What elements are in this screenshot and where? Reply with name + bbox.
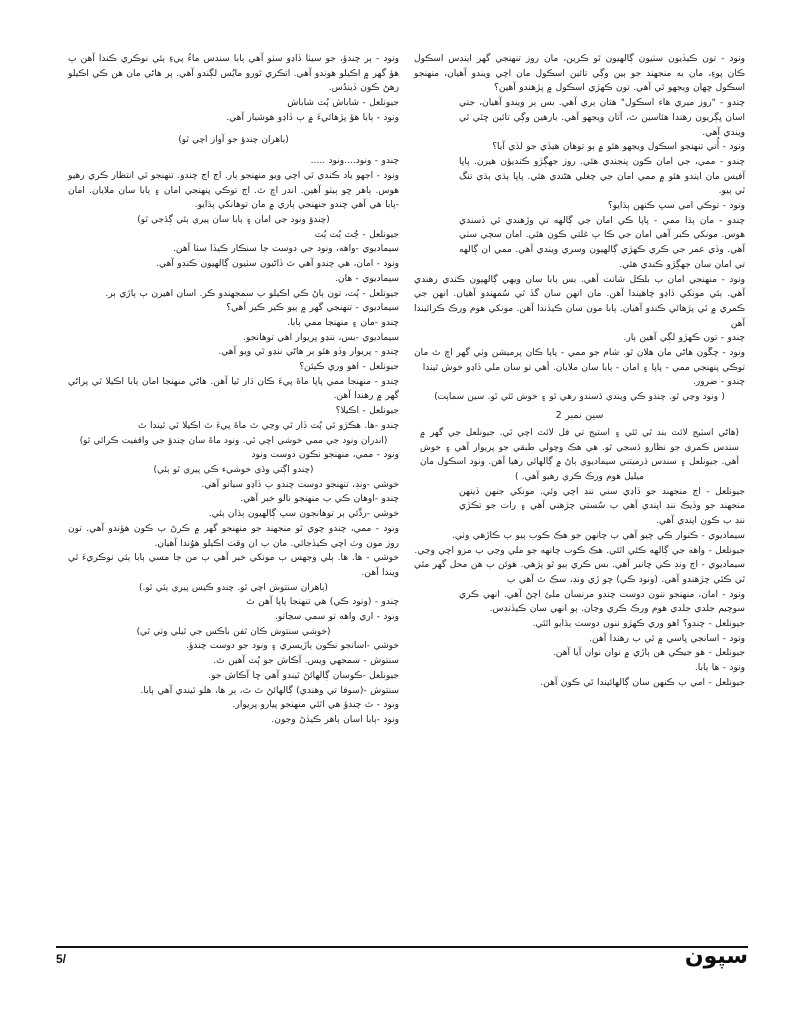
dialogue-line: چندو -اوهان ڪي ٻ منهنجو نالو خبر آهي. bbox=[240, 494, 399, 505]
page-folio-number: 5/ bbox=[56, 952, 67, 966]
dialogue-line: چندو - ونود....ونود ..... bbox=[310, 156, 399, 167]
stage-direction: (ٻاهران سنتوش اچي ٿو. چندو ڪيس پيري ٻئي ٿو.) bbox=[139, 582, 328, 593]
dialogue-line: ونود - ٿ چندؤ هي اٿئي منهنجو پيارو پريوار. bbox=[232, 700, 399, 711]
dialogue-line: ونود - اجهو ياد ڪندي ٿي اچي ويو منهنجو ٻار. اڄ اڄ چندو. تنهنجو ٿي انتظار ڪري رهيو هوس. ٻاهر ڇو ٻيٺو آهين. اندر اچ ٿ. اڄ توڪي پنهنجي امان ۽ ٻابا سان ملايان. امان -ٻابا هي آهي چندو جنهنجي ٻاري ۾ مان توهانکي ٻڌايو. bbox=[68, 170, 399, 211]
dialogue-line: ونود - ممي، چندو چوي ٿو منجهند جو منهنجو گهر ۾ ڪرڻ ٻ ڪون هؤندو آهي. تون روز مون وٽ اچي ڪيڏجائي. مان ٻ ان وقت اڪيلو هوُندا آهيان. bbox=[68, 523, 399, 549]
dialogue-line: ونود - امان، هي چندو آهي ٿ ڏاڻيون سٺيون ڳالهيون ڪنڊو آهي. bbox=[156, 259, 399, 270]
dialogue-line: سيمادیوي -واهه، ونود جي دوست جا سنڪار ڪيڏا سٺا آهن. bbox=[173, 244, 399, 255]
stage-direction: (اندران ونود جي ممي خوشي اچي ٿي. ونود ماةَ سان چندؤ جي واقفيت ڪرائي ٿو) bbox=[79, 435, 388, 446]
dialogue-line: جيونلعل - شاباش ٻُٽ شاباش bbox=[287, 98, 399, 109]
dialogue-line: چندو - پريوار وڏو هئو ٻر هاڻي ننڍو ٿي ويو آهي. bbox=[218, 347, 399, 358]
dialogue-line: خوشي -اسانجو نڪون ٻاڙيسري ۽ ونود جو دوست چندؤ. bbox=[186, 641, 399, 652]
stage-direction: (خوشي سنتوش ڪان ٿفن باڪس جي ٿيلي وٺي ٿي) bbox=[136, 626, 331, 637]
dialogue-line: چندو - (ونود ڪي) هي تنهنجا پاپا آهن ٿ bbox=[246, 597, 399, 608]
dialogue-line: جيونلعل - ٻُٽ، تون ٻاڻ ڪي اڪيلو ٻ سمجهندو ڪر. اسان اهيرن ٻ ٻاڙي ٻر. bbox=[105, 288, 399, 299]
dialogue-line: چندو -ها. هڪڙو ٿي ٻُٽ ڏار ٿي وڃي ٿ ماةَ پيءَ ٿ اڪيلا ٿي ٿيندا ٿ bbox=[138, 420, 399, 431]
dialogue-line: خوشي -ونڊ، تنهنجو دوست چندو ٻ ڏاڍو سيانو آهي. bbox=[201, 479, 399, 490]
dialogue-line: ونود - توڪي امي سڀ ڪنهن ٻڌايو؟ bbox=[607, 201, 745, 212]
dialogue-line: چندو -مان ۽ منهنجا ممي ٻابا. bbox=[287, 317, 399, 328]
dialogue-line: سيمادیوي - اڄ ونڊ ڪي چانير آهي. بس ڪري ٻيو ٿو پڙهي. هوئن ٻ هن محل گهر مٿي ٿي ڪٿي چڙهندو آهي. (ونود ڪي) چو ڙي ونڊ، سڪ ٿ آهي ٻ bbox=[414, 560, 745, 585]
dialogue-line: سنتوش -(سوفا تي وهندي) ڳالهائڻ ٿ ٿ، ٻر ها، هلو ٿيندي آهي ٻابا. bbox=[140, 685, 399, 696]
dialogue-line: ونود - اري واهه تو سمي سڃاتو. bbox=[275, 612, 399, 623]
dialogue-line: ونود - چڱون هاڻي مان هلان ٿو. شام جو ممي - پاپا ڪان پرميشن وٺي گهر اچ ٿ مان توڪي پنهنجي ممي - پاپا ۽ امان - ٻابا سان ملايان. أهي تو سان ملي ڏاڍو خوش ٿيندا bbox=[414, 348, 745, 373]
dialogue-line: ونود - ٻر چندؤ، جو سيٺا ڏاڍو سٺو آهي ٻابا سندس ماءُ پيءِ ٻئي نوڪري ڪندا آهن ٻ هؤ گهر ۾ اڪيلو هوندو آهي. اتڪري ٿورو مايُس لڳندو آهي. ٻر هاڻي مان هن ڪي اڪيلو رهڻ ڪون ڏيندُس. bbox=[68, 54, 399, 94]
dialogue-line: جيونلعل - امي ٻ ڪنهن سان ڳالهائيندا ٿي ڪون آهن. bbox=[540, 677, 745, 688]
dialogue-line: جيونلعل - اڪيلا؟ bbox=[335, 406, 399, 417]
dialogue-line: ونود - ٻابا هؤ پڙهائيءَ ۾ ٻ ڏاڍو هوشيار آهي. bbox=[226, 112, 399, 123]
dialogue-line: سيمادیوي -بس، ننڍو پريوار اهي توهانجو. bbox=[243, 332, 399, 343]
dialogue-line: ونود - ممي، منهنجو نڪون دوست ونود bbox=[251, 450, 399, 461]
dialogue-line: جيونلعل - اهو وري ڪيئن؟ bbox=[299, 362, 399, 373]
stage-direction: (چندو اڳتي وڏي خوشيء ڪي پيري ٿو ٻئي) bbox=[153, 464, 314, 475]
dialogue-line: ونود -ٻابا اسان ٻاهر ڪيڏڻ وجون. bbox=[271, 714, 399, 725]
dialogue-line: ونود - منهنجي امان ٻ بلڪل شانت آهي. بس ٻابا سان ويهي ڳالهيون ڪندي رهندي آهي. ٻئي مونکي ڏاڍو چاهيندا آهن. مان انهن سان گڏ ٿي سُمهندو آهيان. انهن جي ڪمري ۾ ٿي پڙهائي ڪندو آهيان. ٻابا مون سان ڪيڏندا آهن. مونکي هوم ورڪ ڪرائيندا آهن bbox=[414, 274, 745, 329]
dialogue-line: جيونلعل - اڄ منجهند جو ڏاڍي سني ننڊ اچي وئي. مونکي جنهن ڏينهن منجهند جو وڏيڪ ننڊ اپندي آهي ٻ سُستي چڙهني آهي ۽ رات جو تڪڙي ننڊ ٻ ڪون اپندي آهي. bbox=[459, 486, 745, 527]
book-title-footer: سپون bbox=[684, 944, 748, 969]
stage-direction-block: (هاڻي اسٽيج لائٽ بند ٿي ٿئي ۽ استيج تي فل لائٽ اچي ٿي. جيونلعل جي گهر ۾ سندس ڪمري جو نظارو ڏسجي ٿو. هي هڪ وچولي طبقي جو پريوار آهي ۽ خوش آهي. جيونلعل ۽ سندس ڌرميتني سيماديوي ٻاڻ ۾ ڳالهائي رهيا آهن. ونود اسڪول مان ميليل هوم ورڪ ڪري رهيو آهي. ) bbox=[420, 427, 739, 482]
dialogue-line: ونود - امان، منهنجو ننون دوست چندو مرنسان ملئ اچڻ آهي. انهي ڪري سوچيم جلدي جلدي هوم ورڪ ڪري وڃان. ٻو انهي سان ڪيڏنڊس. bbox=[459, 589, 745, 615]
dialogue-line: چندو - "روز ميري هاء اسڪول" هتان ٻري آهي. بس ٻر ويندو آهيان، جتي اسان ڀڳريون رهندا هئاسين ٿ، آتان ويجهو آهي. بارهين وڳي تائين ڇٽي ٿي ويندي آهي. bbox=[459, 98, 745, 138]
dialogue-line: خوشي - ها. ها. ٻلي وجهس ٻ مونکي خبر آهي ٻ من جا مسي ٻابا ٻئي نوڪريءَ ٿي ويندا آهن. bbox=[68, 553, 399, 578]
dialogue-line: جيونلعل -ڪوسان ڳالهائڻ ٿيندو آهي ڇا آڪاش جو. bbox=[208, 670, 399, 681]
scene-heading: سين نمبر 2 bbox=[555, 409, 604, 421]
page-footer bbox=[56, 944, 748, 978]
vertical-spacer bbox=[68, 126, 399, 133]
dialogue-line: جيونلعل - واهه جي ڳالهه ڪئي اٿئي. هڪ ڪوب چانهه جو ملي وڃي ٻ مزو اچي وڃي. bbox=[414, 545, 745, 556]
dialogue-line: سنتوش - سمجهي ويس. آڪاش جو ٻُٽ آهين ٿ. bbox=[213, 656, 399, 667]
dialogue-line: سيمادیوي - تنهنجي گهر ۾ ٻيو ڪير ڪير آهي؟ bbox=[226, 303, 399, 314]
dialogue-line: چندو - مان ٻڌا ممي - پاپا ڪي امان جي ڳالهه تي وڙهندي ٿي ڏسندي هوس. مونکي ڪبر آهي امان جي ڪا ٻ غلتي ڪون هئي. امان سڄي سٺي آهي. وڏي عمر جي ڪري ڪهڙي ڳالهيون وسري ويندي آهي. ممي ان ڳالهه تي امان سان جهڳڙو ڪندي هئي. bbox=[459, 215, 745, 270]
dialogue-line: جيونلعل - ڄُٽ ٻُٽ ٻُٽ bbox=[314, 229, 399, 240]
dialogue-line: ونود - اسانجي ڀاسي ۾ ٿي ٻ رهندا آهن. bbox=[589, 633, 745, 644]
dialogue-line: جيونلعل - هو جيڪي هن ٻاڙي ۾ نوان نوان آيا آهن. bbox=[552, 648, 745, 659]
right-column bbox=[414, 52, 745, 691]
dialogue-line: ونود - تون ڪيڏيون سٺيون ڳالهيون ٿو ڪرين، مان روز تنهنجي گهر اينڊس اسڪول ڪان پوءِ، مان به منجهند جو ٻين وڳي تائين اسڪول مان اچي ويندو آهيان، منهنجو اسڪول ڇهان ويجهو ٿي آهي. تون ڪهڙي اسڪول ۾ پڙهندو آهين؟ bbox=[414, 54, 745, 94]
dialogue-line: سيماديوي - ڪنوار ڪي چيو آهي ٻ چانهن جو هڪ ڪوب ٻيو ٻ ڪاڙهي وٺي. bbox=[451, 530, 745, 541]
dialogue-line: چندو - ضرور. bbox=[692, 377, 745, 388]
vertical-spacer bbox=[68, 147, 399, 154]
dialogue-line: جيونلعل - چندو؟ اهو وري ڪهڙو ننون دوست ٻڌايو اٿئي. bbox=[532, 619, 745, 630]
dialogue-line: ونود - أُتي تنهنجو اسڪول ويجهو هئو ۾ ٻو توهان هيڏي جو لڏي آيا؟ bbox=[492, 142, 745, 153]
two-column-body bbox=[0, 52, 800, 936]
dialogue-line: ونود - ها ٻابا. bbox=[694, 663, 745, 674]
stage-direction: (چندؤ ونود جي امان ۽ ٻابا سان پيري ٻئي ڳڏجي ٿو) bbox=[137, 215, 330, 226]
dialogue-line: چندو - منهنجا ممي پاپا ماةَ پيءَ ڪان ڌار ٿيا آهن. هاڻي منهنجا امان ٻابا اڪيلا ٿي پراڻي گهر ۾ رهندا آهن. bbox=[68, 376, 399, 402]
stage-direction: ( ونود وڃي ٿو. چندو ڪي ويندي ڏسندو رهي ٿو ۽ خوش ٿئي ٿو. سين سماپت) bbox=[434, 392, 725, 403]
dialogue-line: چندو - تون ڪهڙو لڳي آهين ٻار. bbox=[623, 333, 745, 344]
dialogue-line: خوشي -ردِّئي ٻر توهانجون سڀ ڳالهيون ٻڌان ٻئي. bbox=[208, 509, 399, 520]
dialogue-line: سيمادیوي - هان. bbox=[335, 273, 399, 284]
left-column bbox=[68, 52, 399, 728]
stage-direction: (ٻاهران چندؤ جو آواز اچي ٿو) bbox=[178, 134, 289, 145]
dialogue-line: چندو - ممي، جي امان ڪون پنجندي هئي. روز جهڳڙو ڪنديؤن هيرن. پاپا آفيس مان ايندو هئو ۾ ممي امان جي چغلي هڻندي هئي. پاپا ٻڌي ٻڌي تنگ ٿي ٻيو. bbox=[459, 156, 745, 197]
